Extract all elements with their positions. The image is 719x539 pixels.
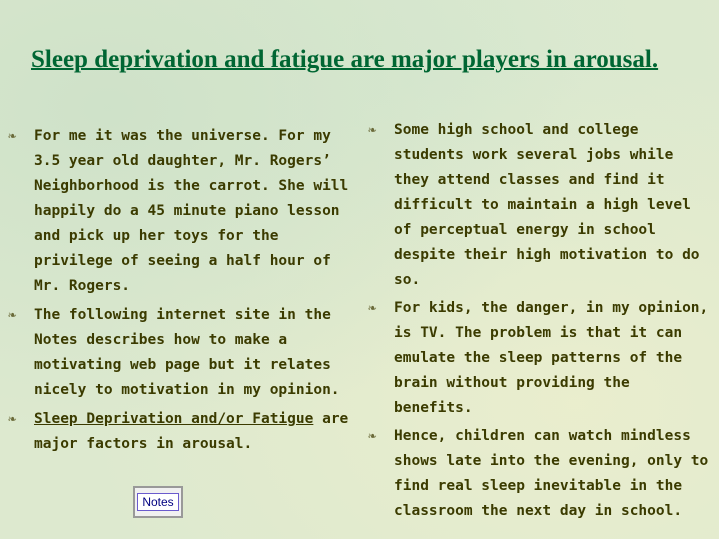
bullet-text: For me it was the universe. For my 3.5 year old daughter, Mr. Rogers’ Neighborhood is the carrot. She will happily do a 45 minute piano lesson and pick up her toys for the privilege of seeing a half hour of Mr. Rogers. bbox=[34, 128, 349, 294]
left-column bbox=[8, 124, 353, 461]
notes-button-label: Notes bbox=[137, 493, 178, 511]
leaf-bullet-icon: ❧ bbox=[8, 307, 17, 323]
right-column bbox=[368, 118, 713, 527]
leaf-bullet-icon: ❧ bbox=[368, 300, 377, 316]
bullet-item bbox=[368, 296, 713, 421]
bullet-text: The following internet site in the Notes describes how to make a motivating web page but it relates nicely to motivation in my opinion. bbox=[34, 307, 340, 398]
bullet-item bbox=[8, 407, 353, 457]
leaf-bullet-icon: ❧ bbox=[368, 122, 377, 138]
sleep-deprivation-link[interactable]: Sleep Deprivation and/or Fatigue bbox=[34, 411, 314, 427]
bullet-text: Hence, children can watch mindless shows late into the evening, only to find real sleep inevitable in the classroom the next day in school. bbox=[394, 428, 709, 519]
bullet-text: For kids, the danger, in my opinion, is TV. The problem is that it can emulate the sleep patterns of the brain without providing the benefits. bbox=[394, 300, 709, 416]
slide-title: Sleep deprivation and fatigue are major players in arousal. bbox=[31, 46, 659, 73]
bullet-item bbox=[368, 118, 713, 293]
bullet-item bbox=[8, 124, 353, 299]
leaf-bullet-icon: ❧ bbox=[8, 128, 17, 144]
leaf-bullet-icon: ❧ bbox=[368, 428, 377, 444]
bullet-text bbox=[34, 407, 353, 457]
notes-button[interactable] bbox=[133, 486, 183, 518]
bullet-item bbox=[368, 424, 713, 524]
bullet-item bbox=[8, 303, 353, 403]
bullet-text-tail: are major factors in arousal. bbox=[34, 411, 349, 452]
bullet-text: Some high school and college students work several jobs while they attend classes and find it difficult to maintain a high level of perceptual energy in school despite their high motivation to do so. bbox=[394, 122, 700, 288]
leaf-bullet-icon: ❧ bbox=[8, 411, 17, 427]
